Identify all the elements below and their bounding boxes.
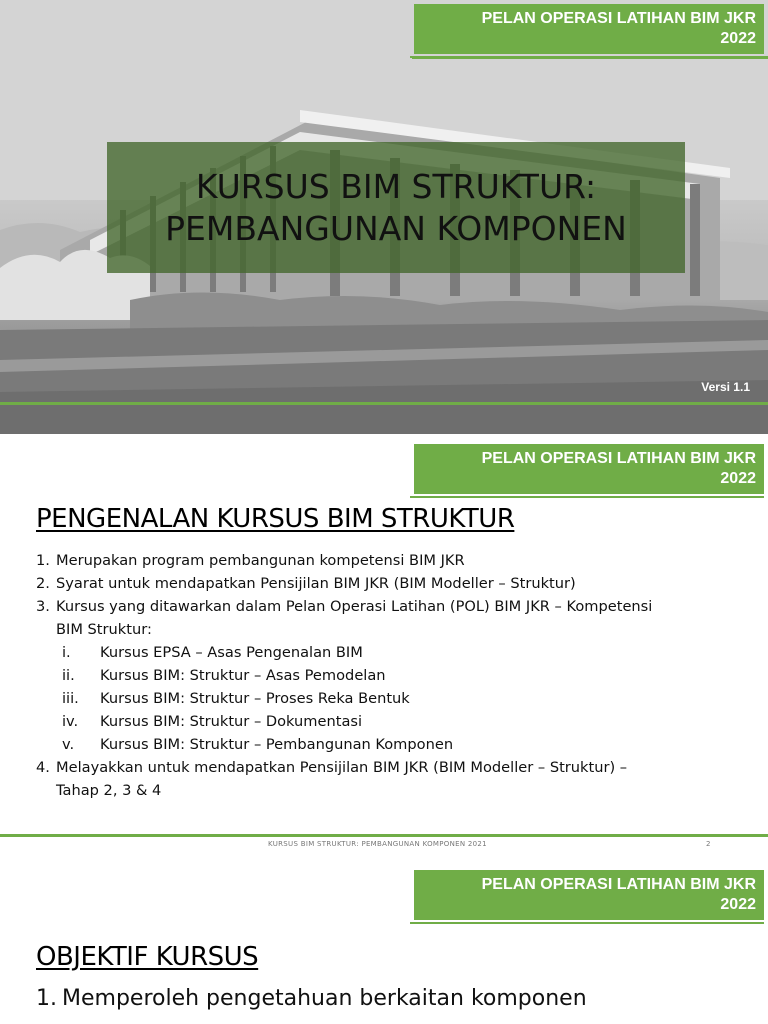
sublist-number: v. [62, 736, 75, 753]
sublist-text: Kursus BIM: Struktur – Dokumentasi [100, 713, 363, 730]
list-text: Merupakan program pembangunan kompetensi BIM JKR [56, 552, 465, 569]
slide-1 [0, 0, 768, 434]
list-number: 3. [36, 598, 50, 615]
objective-text: Memperoleh pengetahuan berkaitan komponen [62, 986, 587, 1011]
sublist-number: iii. [62, 690, 79, 707]
objective-item [36, 986, 587, 1011]
banner-line-1: PELAN OPERASI LATIHAN BIM JKR [481, 876, 756, 893]
list-number: 4. [36, 759, 50, 776]
sublist-number: ii. [62, 667, 75, 684]
section-heading: OBJEKTIF KURSUS [36, 942, 259, 972]
banner-line-1: PELAN OPERASI LATIHAN BIM JKR [481, 10, 756, 27]
footer-accent-line [0, 834, 768, 837]
bottom-accent-line [0, 402, 768, 405]
banner-line-2: 2022 [720, 470, 756, 487]
list-number: 2. [36, 575, 50, 592]
title-box [107, 142, 685, 273]
sublist-text: Kursus BIM: Struktur – Pembangunan Komponen [100, 736, 454, 753]
list-item [36, 595, 756, 756]
course-plan-banner [414, 444, 764, 494]
sublist-text: Kursus BIM: Struktur – Proses Reka Bentuk [100, 690, 410, 707]
page-number: 2 [706, 840, 711, 848]
section-heading: PENGENALAN KURSUS BIM STRUKTUR [36, 504, 515, 534]
list-text: Kursus yang ditawarkan dalam Pelan Operasi Latihan (POL) BIM JKR – Kompetensi [56, 598, 653, 615]
slide-3 [0, 862, 768, 1024]
list-number: 1. [36, 552, 50, 569]
sublist-item [36, 641, 756, 664]
list-text-continuation: BIM Struktur: [56, 621, 152, 638]
version-label: Versi 1.1 [701, 380, 750, 394]
list-text: Melayakkan untuk mendapatkan Pensijilan BIM JKR (BIM Modeller – Struktur) – [56, 759, 628, 776]
sublist-item [36, 710, 756, 733]
sublist-item [36, 733, 756, 756]
list-text-continuation: Tahap 2, 3 & 4 [56, 782, 162, 799]
list-item [36, 756, 756, 802]
list-item [36, 549, 756, 572]
list-item [36, 572, 756, 595]
banner-line-2: 2022 [720, 896, 756, 913]
sublist-text: Kursus BIM: Struktur – Asas Pemodelan [100, 667, 386, 684]
slide-title [107, 166, 685, 250]
title-line-2: PEMBANGUNAN KOMPONEN [165, 209, 627, 248]
banner-line-2: 2022 [720, 30, 756, 47]
sublist-item [36, 664, 756, 687]
intro-list [36, 549, 756, 802]
sublist-item [36, 687, 756, 710]
slide-2 [0, 434, 768, 862]
footer-text: KURSUS BIM STRUKTUR: PEMBANGUNAN KOMPONEN 2021 [268, 840, 487, 848]
sublist-number: i. [62, 644, 71, 661]
banner-line-1: PELAN OPERASI LATIHAN BIM JKR [481, 450, 756, 467]
title-line-1: KURSUS BIM STRUKTUR: [195, 167, 597, 206]
course-plan-banner [414, 870, 764, 920]
list-text: Syarat untuk mendapatkan Pensijilan BIM JKR (BIM Modeller – Struktur) [56, 575, 576, 592]
objective-number: 1. [36, 986, 57, 1011]
course-plan-banner [414, 4, 764, 54]
sublist-number: iv. [62, 713, 79, 730]
sublist-text: Kursus EPSA – Asas Pengenalan BIM [100, 644, 363, 661]
